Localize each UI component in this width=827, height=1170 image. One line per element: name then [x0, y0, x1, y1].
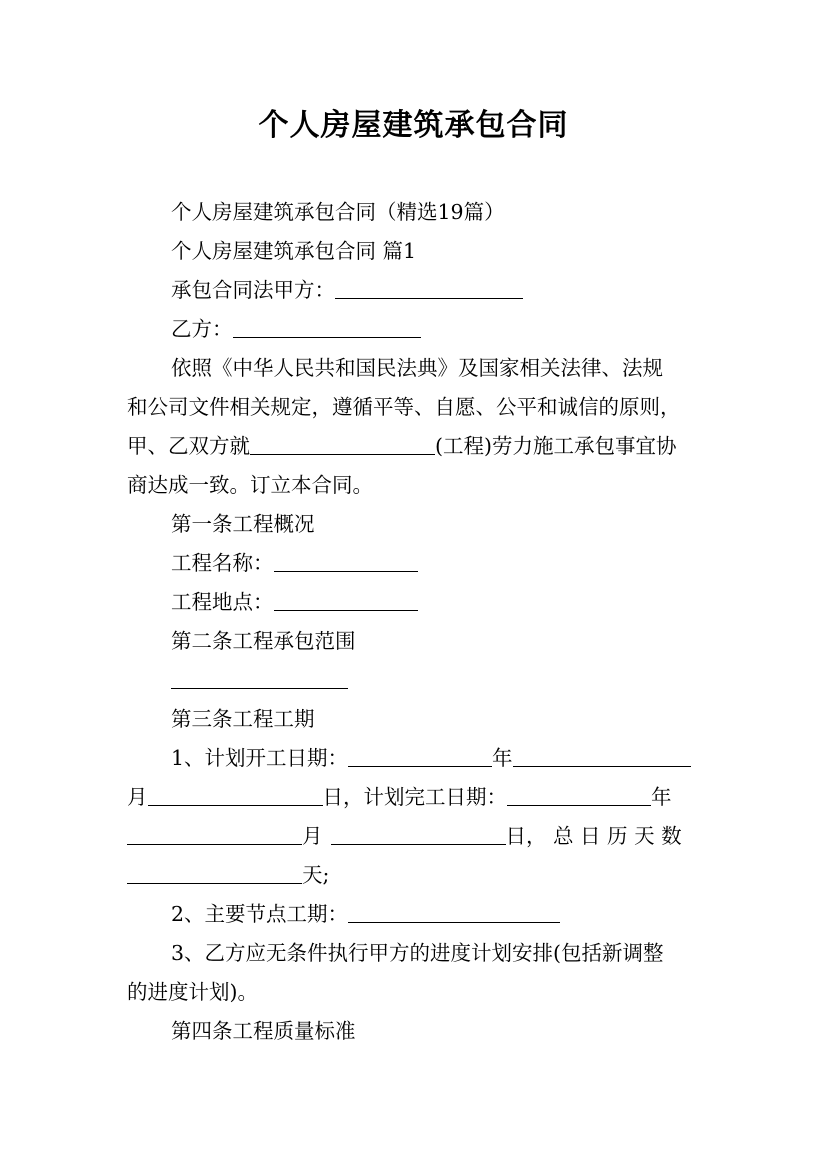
schedule-text: 天; [302, 863, 330, 887]
scope-blank-line [127, 661, 702, 700]
document-title: 个人房屋建筑承包合同 [258, 108, 569, 143]
paragraph-text: 甲、乙双方就 [127, 434, 250, 458]
article-heading [127, 700, 702, 739]
schedule-text: 年 [492, 746, 513, 770]
chapter-text: 个人房屋建筑承包合同 篇1 [171, 239, 417, 263]
paragraph-line [127, 388, 702, 427]
schedule-text: 日，计划完工日期： [322, 785, 507, 809]
party-a-line [127, 271, 702, 310]
paragraph-text: 依照《中华人民共和国民法典》及国家相关法律、法规 [171, 356, 663, 380]
milestone-blank [348, 898, 560, 923]
paragraph-text: (工程)劳力施工承包事宜协 [435, 434, 677, 458]
date-blank [127, 859, 302, 884]
paragraph-line [127, 466, 702, 505]
date-blank [127, 820, 302, 845]
schedule-line [127, 778, 702, 817]
party-b-label: 乙方： [171, 317, 233, 341]
article-heading [127, 505, 702, 544]
document-body [127, 193, 702, 1051]
paragraph-text: 和公司文件相关规定，遵循平等、自愿、公平和诚信的原则， [127, 395, 681, 419]
schedule-line [127, 856, 702, 895]
subtitle-text: 个人房屋建筑承包合同（精选19篇） [171, 200, 505, 224]
article-heading [127, 1012, 702, 1051]
date-blank [507, 781, 651, 806]
chapter-heading [127, 232, 702, 271]
party-a-blank [335, 274, 523, 299]
schedule-text: 月 [127, 785, 148, 809]
project-name-blank [274, 547, 418, 572]
schedule-line [127, 817, 702, 856]
schedule-text: 1、计划开工日期： [171, 746, 349, 770]
project-location-blank [274, 586, 418, 611]
paragraph-line [127, 349, 702, 388]
project-location-line [127, 583, 702, 622]
date-blank [331, 820, 506, 845]
article-title: 第一条工程概况 [171, 512, 315, 536]
article-heading [127, 622, 702, 661]
schedule-line [127, 739, 702, 778]
project-name-label: 工程名称： [171, 551, 274, 575]
date-blank [513, 742, 691, 767]
party-b-blank [233, 313, 421, 338]
article-title: 第三条工程工期 [171, 707, 315, 731]
date-blank [148, 781, 323, 806]
schedule-text: 年 [651, 785, 672, 809]
schedule-text: 日， 总 日 历 天 数 [505, 824, 682, 848]
party-b-line [127, 310, 702, 349]
article-title: 第二条工程承包范围 [171, 629, 356, 653]
project-location-label: 工程地点： [171, 590, 274, 614]
subtitle-line [127, 193, 702, 232]
project-blank [250, 430, 435, 455]
condition-line [127, 934, 702, 973]
paragraph-line [127, 427, 702, 466]
schedule-text: 月 [302, 824, 323, 848]
condition-text: 的进度计划)。 [127, 980, 258, 1004]
paragraph-text: 商达成一致。订立本合同。 [127, 473, 373, 497]
article-title: 第四条工程质量标准 [171, 1019, 356, 1043]
milestone-label: 2、主要节点工期： [171, 902, 349, 926]
scope-blank [171, 664, 348, 689]
milestone-line [127, 895, 702, 934]
project-name-line [127, 544, 702, 583]
party-a-label: 承包合同法甲方： [171, 278, 335, 302]
date-blank [348, 742, 492, 767]
condition-text: 3、乙方应无条件执行甲方的进度计划安排(包括新调整 [171, 941, 664, 965]
condition-line [127, 973, 702, 1012]
